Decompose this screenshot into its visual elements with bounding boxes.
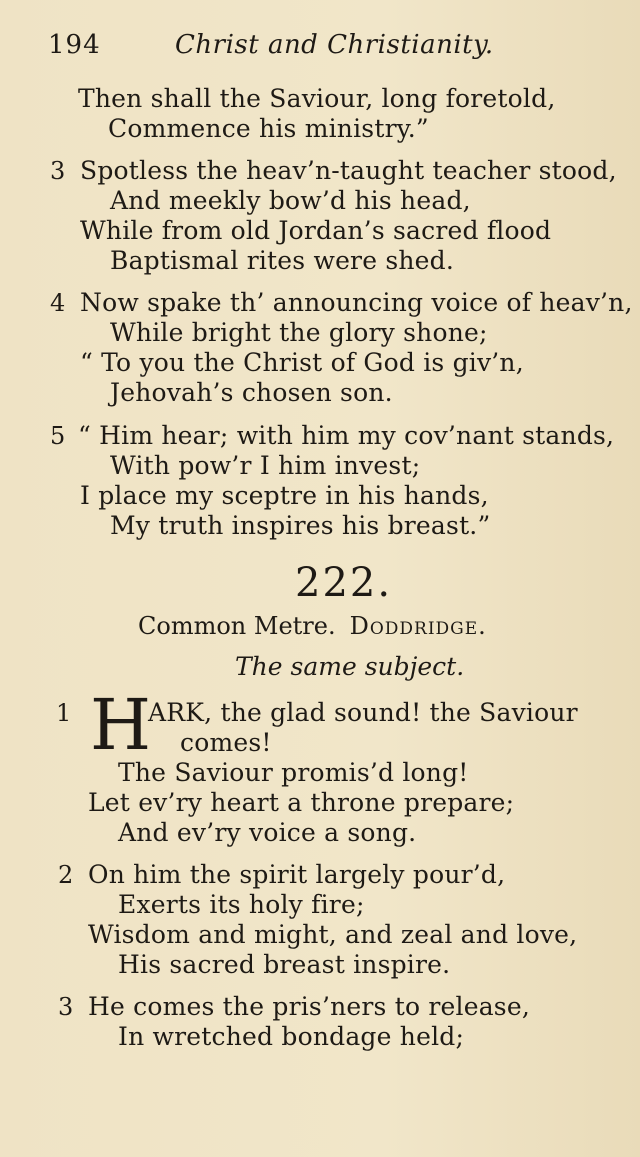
- stanza-number: 1: [56, 699, 72, 727]
- running-head: Christ and Christianity.: [175, 30, 494, 60]
- verse-line: Wisdom and might, and zeal and love,: [88, 920, 578, 949]
- meter: Common Metre.: [138, 612, 336, 640]
- stanza-number: 3: [50, 157, 66, 185]
- verse-line: He comes the pris’ners to release,: [88, 992, 530, 1021]
- drop-cap: H: [90, 684, 152, 766]
- verse-line: Let ev’ry heart a throne prepare;: [88, 788, 515, 817]
- hymn-subject: The same subject.: [235, 652, 465, 681]
- verse-line: While bright the glory shone;: [110, 318, 488, 347]
- verse-line: Baptismal rites were shed.: [110, 246, 455, 275]
- hymn-number: 222.: [295, 560, 393, 606]
- verse-line: comes!: [180, 728, 272, 757]
- verse-line: Then shall the Saviour, long foretold,: [78, 84, 556, 113]
- verse-line: I place my sceptre in his hands,: [80, 481, 489, 510]
- verse-line: On him the spirit largely pour’d,: [88, 860, 506, 889]
- verse-line: The Saviour promis’d long!: [118, 758, 469, 787]
- verse-line: With pow’r I him invest;: [110, 451, 421, 480]
- verse-line: While from old Jordan’s sacred flood: [80, 216, 552, 245]
- verse-line: Jehovah’s chosen son.: [110, 378, 393, 407]
- verse-line: And ev’ry voice a song.: [118, 818, 417, 847]
- author: Doddridge.: [349, 612, 487, 640]
- stanza-number: 3: [58, 993, 74, 1021]
- verse-line: Spotless the heav’n-taught teacher stood,: [80, 156, 617, 185]
- page-header: [0, 30, 640, 70]
- verse-line: My truth inspires his breast.”: [110, 511, 491, 540]
- verse-line: Now spake th’ announcing voice of heav’n,: [80, 288, 633, 317]
- stanza-number: 2: [58, 861, 74, 889]
- stanza-number: 5: [50, 422, 66, 450]
- verse-line: His sacred breast inspire.: [118, 950, 451, 979]
- stanza-number: 4: [50, 289, 66, 317]
- verse-line: “ Him hear; with him my cov’nant stands,: [78, 421, 615, 450]
- verse-line: “ To you the Christ of God is giv’n,: [80, 348, 524, 377]
- verse-line: Commence his ministry.”: [108, 114, 429, 143]
- hymn-meter-line: [138, 612, 487, 640]
- verse-line: Exerts its holy fire;: [118, 890, 365, 919]
- verse-line: ARK, the glad sound! the Saviour: [148, 698, 578, 727]
- verse-line: In wretched bondage held;: [118, 1022, 465, 1051]
- verse-line: And meekly bow’d his head,: [110, 186, 471, 215]
- page-number: 194: [48, 30, 101, 60]
